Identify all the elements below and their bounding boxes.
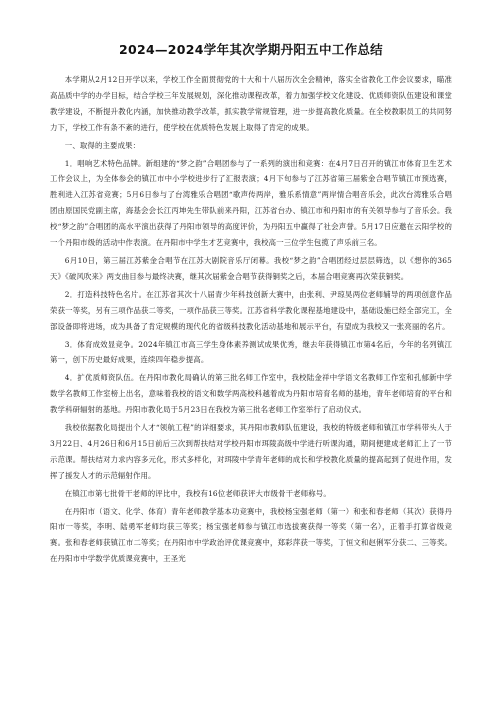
paragraph-teachers: 4．扩优质师资队伍。在丹阳市教化局确认的第三批名师工作室中，我校陆金祥中学语文名教师工作室和孔郁新中学数学名教师工作室榜上出名，意味着我校的语文和数学两高校科越着成为丹阳市培育名师的基地，青年老师培育的平台和教学科研辐射的基地。丹阳市教化局于5月23日在我校为第三批名老师工作室举行了启动仪式。 xyxy=(50,373,452,415)
paragraph-intro: 本学期从2月12日开学以来，学校工作全面贯彻党的十大和十八届历次全会精神，落实全省教化工作会议要求，瞄准高品质中学的办学目标，结合学校三年发展规划，深化推动课程改革，着力加强学校文化建设、优质师资队伍建设和课堂教学建设，不断提升教化内涵，加快推动教学改革，抓实教学常规管理，进一步提高教化质量。在全校教职员工的共同努力下，学校工作有条不紊的进行，使学校在优质特色发展上取得了肯定的成果。 xyxy=(50,75,452,132)
paragraph-choir: 6月10日，第三届江苏紫金合唱节在江苏大剧院音乐厅闭幕。我校“梦之韵”合唱团经过层层筛选，以《想你的365天》《破风吹来》两支曲目参与最终决赛，继其次届紫金合唱节获得铜奖之后，本届合唱竞赛再次荣获铜奖。 xyxy=(50,255,452,281)
paragraph-sports: 3．体育成效显竞争。2024年镇江市高三学生身体素养测试成果优秀，继去年获得镇江市第4名后，今年的名列镇江第一，创下历史最好成果，连续四年稳步提高。 xyxy=(50,339,452,365)
paragraph-tech: 2．打造科技特色名片。在江苏省其次十八届青少年科技创新大赛中，由张利、尹琼昊两位老师辅导的两项创意作品荣获一等奖，另有三项作品获二等奖，一项作品获三等奖。江苏省科学教化课程基地建设中，基础设施已经全部完工，全部设备即将进场，成为具备了肯定规模的现代化的省级科技教化活动基地和展示平台，有望成为我校又一张亮丽的名片。 xyxy=(50,289,452,331)
paragraph-backbone: 在镇江市第七批骨干老师的评比中，我校有16位老师获评大市级骨干老师称号。 xyxy=(64,488,331,498)
paragraph-art: 1．唱响艺术特色品牌。新组建的“梦之韵”合唱团参与了一系列的演出和竞赛：在4月7日召开的镇江市体育卫生艺术工作会议上，为全体参会的镇江市中小学校进步行了汇报表演；4月下旬参与了江苏省第三届紫金合唱节镇江市预选赛，胜利进入江苏省竞赛；5月6日参与了台湾雅乐合唱团“歌声传两岸，雅乐系情意”两岸情合唱音乐会，此次台湾雅乐合唱团由原国民党副主席，海基会会长江丙坤先生带队前来丹阳，江苏省台办、镇江市和丹阳市的有关领导参与了音乐会。我校“梦之韵”合唱团的高水平演出获得了丹阳市领导的高度评价，为丹阳五中赢得了社会声誉。5月17日应邀在云阳学校的一个丹阳市级的活动中作表演。在丹阳市中学生才艺竞赛中，我校高一三位学生包揽了声乐前三名。 xyxy=(50,158,452,248)
document-title: 2024—2024学年其次学期丹阳五中工作总结 xyxy=(119,42,383,57)
section-heading: 一、取得的主要成果： xyxy=(64,140,141,150)
paragraph-contest: 在丹阳市（语文、化学、体育）青年老师教学基本功竞赛中，我校杨宝强老师（第一）和张和春老师（其次）获得丹阳市一等奖，李明、陆勇军老师均获三等奖；杨宝强老师参与镇江市选拔赛获得一等奖（第一名），正着手打算省级竞赛。张和春老师获镇江市二等奖；在丹阳市中学政治评优课竞赛中，郑彩萍获一等奖，丁恒文和赵俐军分获二、三等奖。在丹阳市中学数学优质课竞赛中，王圣光 xyxy=(50,506,452,564)
document-body xyxy=(50,72,452,567)
paragraph-support: 我校依据教化局提出个人才“领航工程”的详细要求，其丹阳市教师队伍建设，我校的特级老师和镇江市学科带头人于3月22日、4月26日和6月15日前后三次到帮扶结对学校丹阳市珥陵高级中学进行听课沟通，期间便建成老师汇上了一节示范课。帮扶结对力求内容多元化，形式多样化，对珥陵中学青年老师的成长和学校教化质量的提高起到了促进作用，发挥了援发人才的示范辐射作用。 xyxy=(50,423,452,480)
